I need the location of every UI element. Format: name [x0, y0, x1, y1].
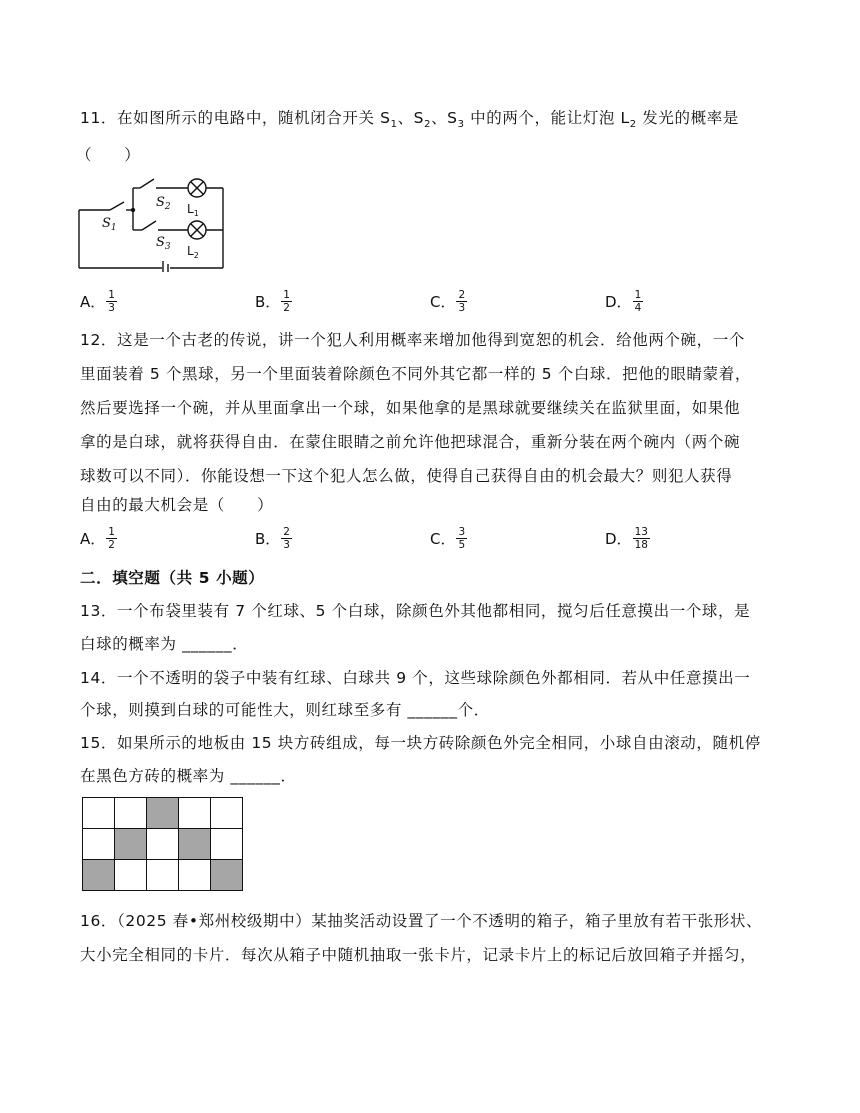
- circuit-label-s2: $S_2$: [156, 195, 171, 212]
- q12-option-d: D． $\frac{13}{18}$: [605, 526, 648, 551]
- circuit-label-l1: $L_1$: [187, 202, 199, 218]
- tile-white: [147, 829, 179, 860]
- q12-line-4: 拿的是白球，就将获得自由．在蒙住眼睛之前允许他把球混合，重新分装在两个碗内（两个碗: [80, 433, 741, 451]
- fraction: $\frac{13}{18}$: [634, 526, 648, 551]
- circuit-label-s3: $S_3$: [156, 235, 171, 252]
- q11-sub-s1: 1: [390, 119, 398, 131]
- q12-option-a: A． $\frac{1}{2}$: [80, 526, 115, 551]
- tile-row: [83, 860, 243, 891]
- fraction: $\frac{1}{4}$: [634, 289, 642, 314]
- q14-line-2: 个球，则摸到白球的可能性大，则红球至多有 ______个．: [80, 701, 490, 719]
- q11-text-1: 11．在如图所示的电路中，随机闭合开关 S: [80, 109, 391, 127]
- q12-line-3: 然后要选择一个碗，并从里面拿出一个球，如果他拿的是黑球就要继续关在监狱里面，如果他: [80, 399, 741, 417]
- q15-line-2: 在黑色方砖的概率为 ______．: [80, 767, 297, 785]
- tile-row: [83, 829, 243, 860]
- q11-text-5: 发光的概率是: [636, 109, 739, 127]
- section-heading-fill-in: 二．填空题（共 5 小题）: [80, 569, 265, 587]
- tile-dark: [83, 860, 115, 891]
- q11-option-b: B． $\frac{1}{2}$: [255, 289, 290, 314]
- q11-sub-l2: 2: [629, 119, 637, 131]
- tile-dark: [115, 829, 147, 860]
- tile-white: [179, 860, 211, 891]
- tile-white: [115, 860, 147, 891]
- q12-line-6: 自由的最大机会是（ ）: [80, 496, 274, 514]
- fraction: $\frac{1}{3}$: [108, 289, 115, 314]
- q11-text-2: 、S: [397, 109, 425, 127]
- q12-line-2: 里面装着 5 个黑球，另一个里面装着除颜色不同外其它都一样的 5 个白球．把他的眼睛蒙着，: [80, 365, 751, 383]
- fraction: $\frac{2}{3}$: [283, 526, 290, 551]
- q11-sub-s2: 2: [424, 119, 432, 131]
- fraction: $\frac{1}{2}$: [108, 526, 115, 551]
- tile-white: [211, 798, 243, 829]
- q12-option-c: C． $\frac{3}{5}$: [430, 526, 466, 551]
- q11-sub-s3: 3: [457, 119, 465, 131]
- q11-text-4: 中的两个，能让灯泡 L: [464, 109, 630, 127]
- tile-white: [179, 798, 211, 829]
- circuit-diagram: [76, 176, 228, 272]
- tile-white: [83, 829, 115, 860]
- circuit-label-l2: $L_2$: [187, 244, 199, 260]
- tile-white: [83, 798, 115, 829]
- q11-text-3: 、S: [431, 109, 458, 127]
- fraction: $\frac{3}{5}$: [458, 526, 466, 551]
- q15-line-1: 15．如果所示的地板由 15 块方砖组成，每一块方砖除颜色外完全相同，小球自由滚动，随机停: [80, 734, 761, 752]
- q12-line-5: 球数可以不同）．你能设想一下这个犯人怎么做，使得自己获得自由的机会最大？则犯人获得: [80, 467, 733, 485]
- tile-grid: [82, 797, 243, 891]
- q11-answer-paren: （ ）: [76, 146, 141, 164]
- q12-option-b: B． $\frac{2}{3}$: [255, 526, 290, 551]
- fraction: $\frac{2}{3}$: [458, 289, 466, 314]
- q11-option-c: C． $\frac{2}{3}$: [430, 289, 466, 314]
- q12-line-1: 12．这是一个古老的传说，讲一个犯人利用概率来增加他得到宽恕的机会．给他两个碗，一个: [80, 331, 745, 349]
- fraction: $\frac{1}{2}$: [283, 289, 290, 314]
- q11-option-a: A． $\frac{1}{3}$: [80, 289, 115, 314]
- tile-dark: [211, 860, 243, 891]
- tile-white: [147, 860, 179, 891]
- q14-line-1: 14．一个不透明的袋子中装有红球、白球共 9 个，这些球除颜色外都相同．若从中任意摸出一: [80, 669, 751, 687]
- tile-white: [115, 798, 147, 829]
- q13-line-2: 白球的概率为 ______．: [80, 635, 249, 653]
- question-11-stem: [80, 106, 739, 130]
- tile-dark: [147, 798, 179, 829]
- tile-white: [211, 829, 243, 860]
- circuit-label-s1: $S_1$: [102, 216, 117, 233]
- q13-line-1: 13．一个布袋里装有 7 个红球、5 个白球，除颜色外其他都相同，搅匀后任意摸出一个球，是: [80, 602, 751, 620]
- q16-line-2: 大小完全相同的卡片．每次从箱子中随机抽取一张卡片，记录卡片上的标记后放回箱子并摇匀，: [80, 946, 757, 964]
- q16-line-1: 16．（2025 春•郑州校级期中）某抽奖活动设置了一个不透明的箱子，箱子里放有若干张形状、: [80, 912, 763, 930]
- q11-option-d: D． $\frac{1}{4}$: [605, 289, 642, 314]
- tile-dark: [179, 829, 211, 860]
- tile-row: [83, 798, 243, 829]
